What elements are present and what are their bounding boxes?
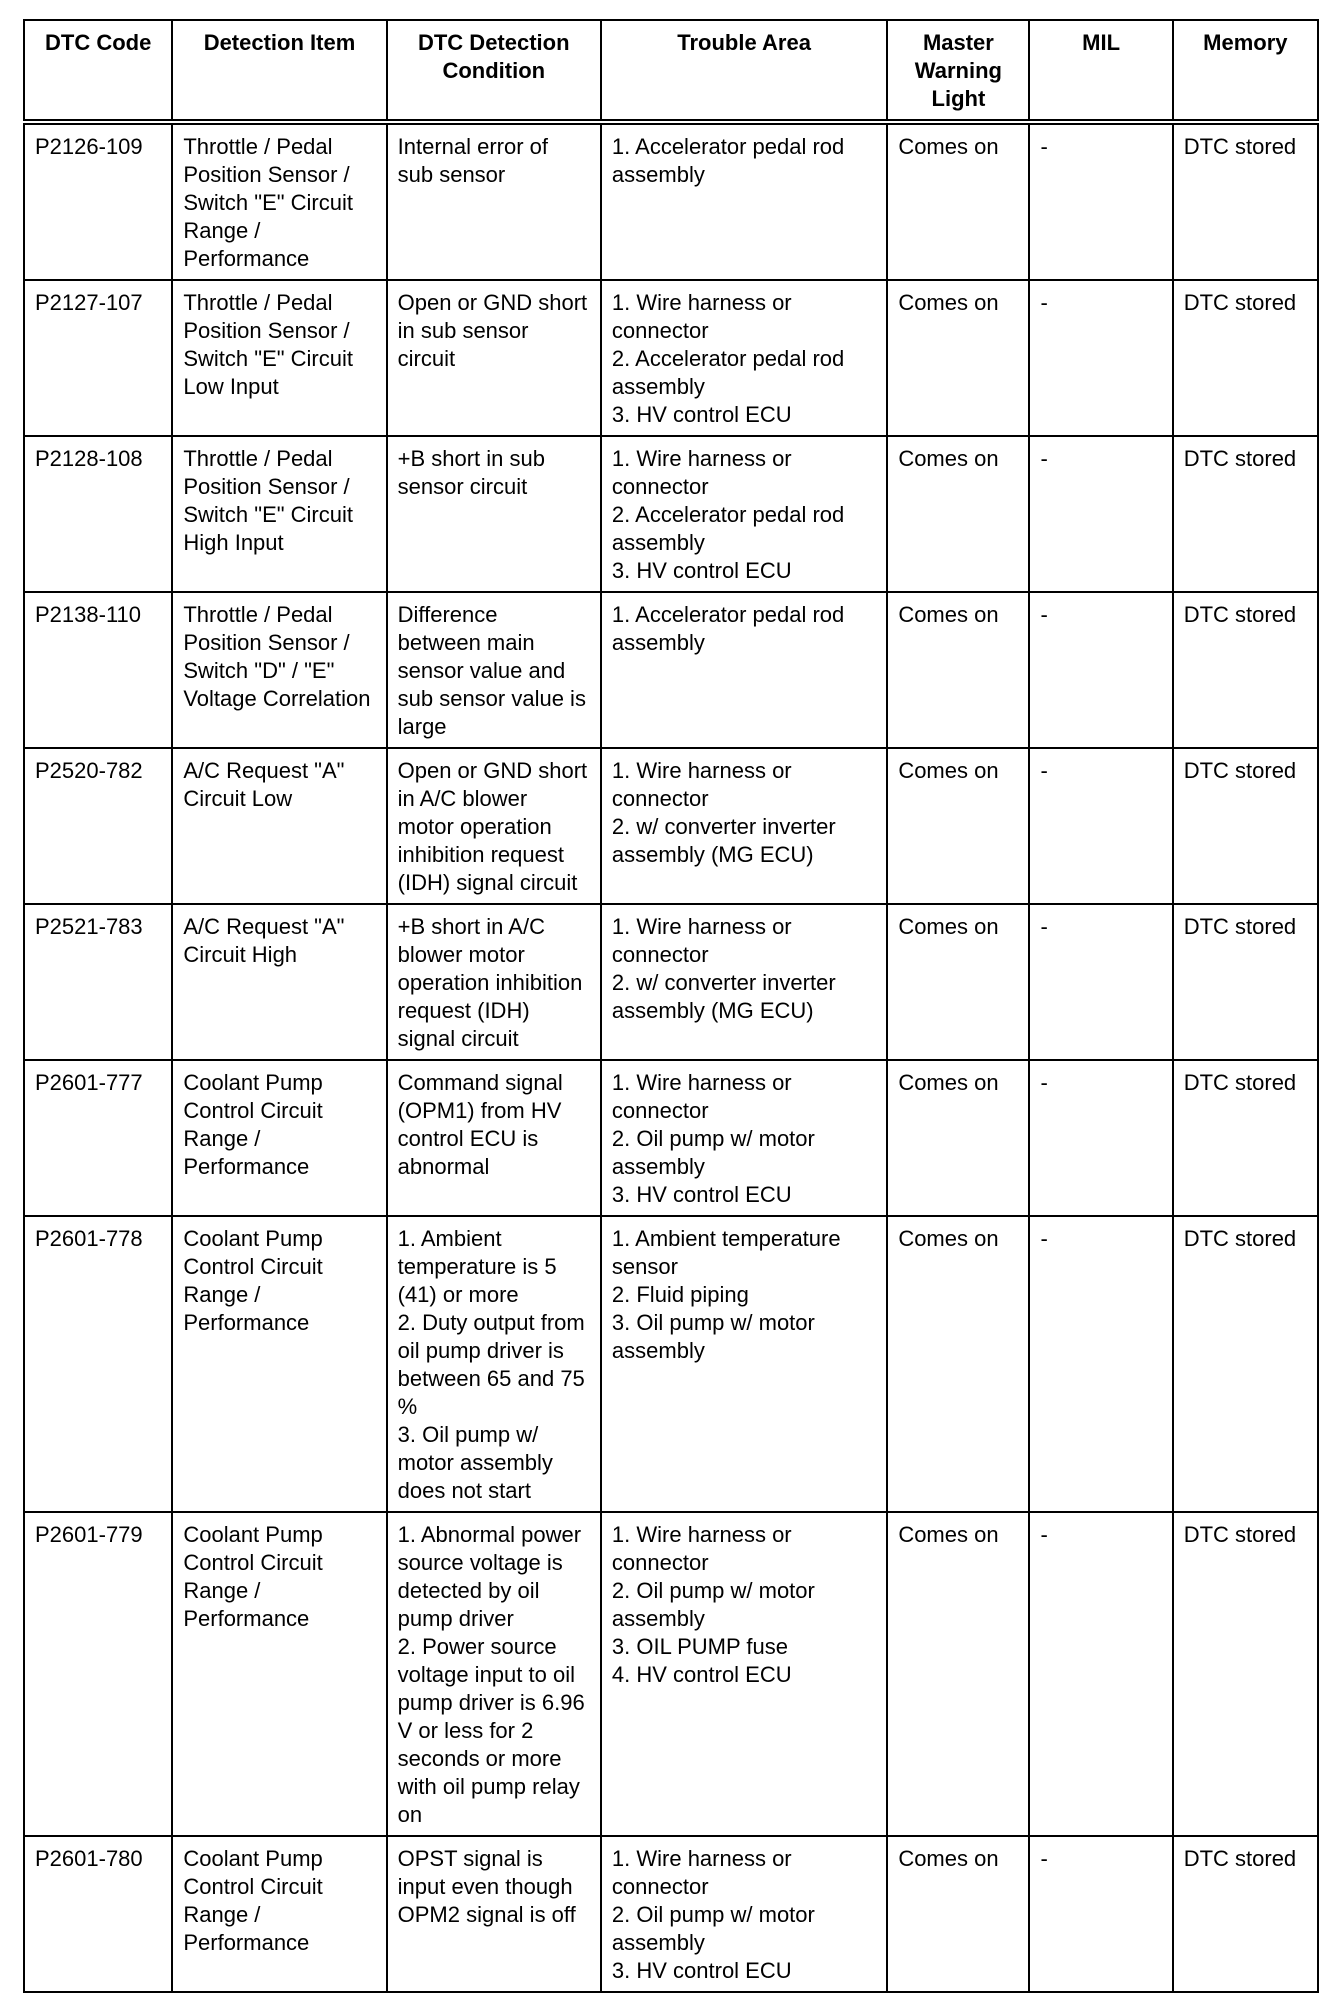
header-row [24,20,1318,122]
header-trouble-area: Trouble Area [601,20,887,122]
cell-dtc-code: P2127-107 [24,280,172,436]
cell-dtc-code: P2521-783 [24,904,172,1060]
cell-trouble-area: 1. Wire harness or connector 2. w/ converter inverter assembly (MG ECU) [601,748,887,904]
table-row [24,122,1318,280]
cell-mil: - [1029,904,1172,1060]
header-detection-condition: DTC Detection Condition [387,20,601,122]
header-master-warning-light: Master Warning Light [887,20,1029,122]
table-row [24,436,1318,592]
cell-trouble-area: 1. Wire harness or connector 2. Accelerator pedal rod assembly 3. HV control ECU [601,280,887,436]
cell-detection-item: Throttle / Pedal Position Sensor / Switch "E" Circuit High Input [172,436,386,592]
cell-trouble-area: 1. Ambient temperature sensor 2. Fluid piping 3. Oil pump w/ motor assembly [601,1216,887,1512]
cell-detection-item: Coolant Pump Control Circuit Range / Performance [172,1512,386,1836]
cell-master-warning-light: Comes on [887,436,1029,592]
cell-mil: - [1029,1836,1172,1992]
cell-trouble-area: 1. Accelerator pedal rod assembly [601,122,887,280]
cell-trouble-area: 1. Wire harness or connector 2. Oil pump w/ motor assembly 3. HV control ECU [601,1836,887,1992]
cell-mil: - [1029,1216,1172,1512]
cell-detection-condition: Open or GND short in sub sensor circuit [387,280,601,436]
cell-mil: - [1029,122,1172,280]
header-detection-item: Detection Item [172,20,386,122]
cell-detection-item: Throttle / Pedal Position Sensor / Switch "D" / "E" Voltage Correlation [172,592,386,748]
cell-master-warning-light: Comes on [887,280,1029,436]
cell-dtc-code: P2601-778 [24,1216,172,1512]
cell-memory: DTC stored [1173,1512,1318,1836]
cell-dtc-code: P2601-780 [24,1836,172,1992]
cell-master-warning-light: Comes on [887,748,1029,904]
table-row [24,1060,1318,1216]
table-row [24,1216,1318,1512]
cell-detection-condition: Open or GND short in A/C blower motor operation inhibition request (IDH) signal circuit [387,748,601,904]
cell-memory: DTC stored [1173,1836,1318,1992]
table-row [24,1836,1318,1992]
cell-dtc-code: P2128-108 [24,436,172,592]
table-row [24,748,1318,904]
cell-master-warning-light: Comes on [887,1060,1029,1216]
cell-detection-item: Throttle / Pedal Position Sensor / Switch "E" Circuit Range / Performance [172,122,386,280]
cell-memory: DTC stored [1173,436,1318,592]
cell-detection-condition: OPST signal is input even though OPM2 signal is off [387,1836,601,1992]
cell-memory: DTC stored [1173,1216,1318,1512]
cell-memory: DTC stored [1173,280,1318,436]
cell-detection-condition: +B short in sub sensor circuit [387,436,601,592]
table-row [24,904,1318,1060]
cell-memory: DTC stored [1173,748,1318,904]
cell-trouble-area: 1. Wire harness or connector 2. w/ converter inverter assembly (MG ECU) [601,904,887,1060]
table-row [24,1512,1318,1836]
cell-dtc-code: P2520-782 [24,748,172,904]
cell-mil: - [1029,280,1172,436]
cell-mil: - [1029,1060,1172,1216]
cell-master-warning-light: Comes on [887,1216,1029,1512]
cell-master-warning-light: Comes on [887,904,1029,1060]
header-dtc-code: DTC Code [24,20,172,122]
cell-memory: DTC stored [1173,1060,1318,1216]
cell-trouble-area: 1. Wire harness or connector 2. Oil pump w/ motor assembly 3. OIL PUMP fuse 4. HV control ECU [601,1512,887,1836]
cell-detection-condition: Command signal (OPM1) from HV control ECU is abnormal [387,1060,601,1216]
cell-memory: DTC stored [1173,904,1318,1060]
cell-memory: DTC stored [1173,122,1318,280]
cell-detection-item: Coolant Pump Control Circuit Range / Performance [172,1216,386,1512]
header-mil: MIL [1029,20,1172,122]
cell-master-warning-light: Comes on [887,592,1029,748]
cell-master-warning-light: Comes on [887,122,1029,280]
cell-trouble-area: 1. Wire harness or connector 2. Accelerator pedal rod assembly 3. HV control ECU [601,436,887,592]
cell-detection-item: A/C Request "A" Circuit High [172,904,386,1060]
dtc-table [23,19,1319,1993]
cell-trouble-area: 1. Wire harness or connector 2. Oil pump w/ motor assembly 3. HV control ECU [601,1060,887,1216]
cell-detection-condition: +B short in A/C blower motor operation inhibition request (IDH) signal circuit [387,904,601,1060]
cell-master-warning-light: Comes on [887,1512,1029,1836]
cell-dtc-code: P2126-109 [24,122,172,280]
table-header [24,20,1318,122]
cell-detection-item: Throttle / Pedal Position Sensor / Switch "E" Circuit Low Input [172,280,386,436]
cell-dtc-code: P2601-779 [24,1512,172,1836]
cell-trouble-area: 1. Accelerator pedal rod assembly [601,592,887,748]
cell-mil: - [1029,1512,1172,1836]
cell-dtc-code: P2138-110 [24,592,172,748]
cell-mil: - [1029,748,1172,904]
cell-mil: - [1029,436,1172,592]
cell-dtc-code: P2601-777 [24,1060,172,1216]
cell-detection-condition: 1. Abnormal power source voltage is detected by oil pump driver 2. Power source voltage input to oil pump driver is 6.96 V or less for 2 seconds or more with oil pump relay on [387,1512,601,1836]
table-body [24,122,1318,1992]
cell-mil: - [1029,592,1172,748]
cell-detection-item: A/C Request "A" Circuit Low [172,748,386,904]
cell-master-warning-light: Comes on [887,1836,1029,1992]
cell-detection-condition: Internal error of sub sensor [387,122,601,280]
cell-memory: DTC stored [1173,592,1318,748]
header-memory: Memory [1173,20,1318,122]
cell-detection-item: Coolant Pump Control Circuit Range / Performance [172,1060,386,1216]
cell-detection-condition: Difference between main sensor value and sub sensor value is large [387,592,601,748]
cell-detection-item: Coolant Pump Control Circuit Range / Performance [172,1836,386,1992]
cell-detection-condition: 1. Ambient temperature is 5 (41) or more 2. Duty output from oil pump driver is between 65 and 75 % 3. Oil pump w/ motor assembly does not start [387,1216,601,1512]
table-row [24,592,1318,748]
table-row [24,280,1318,436]
